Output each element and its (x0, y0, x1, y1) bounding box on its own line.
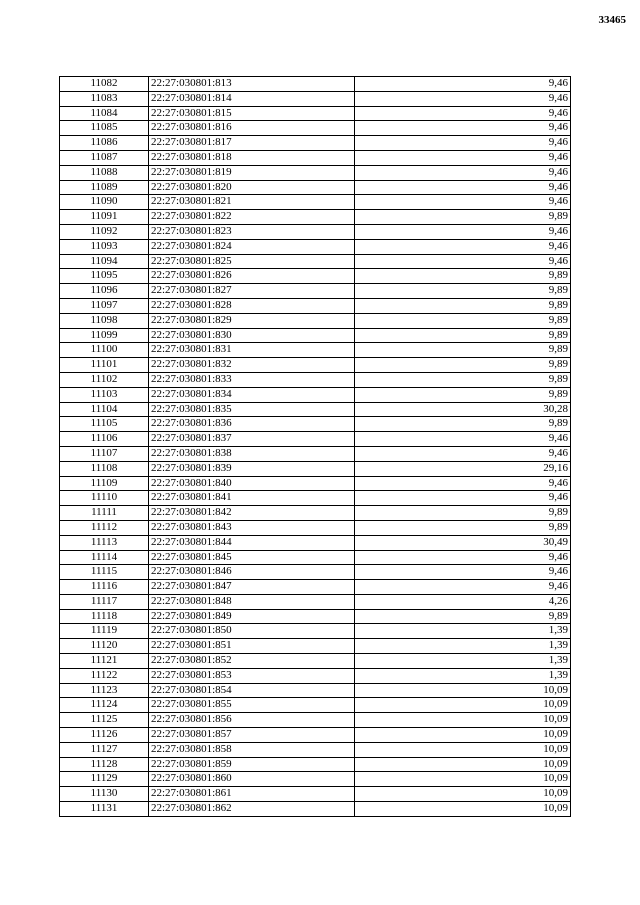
row-number-cell: 11086 (60, 136, 149, 151)
row-number-cell: 11101 (60, 358, 149, 373)
value-cell: 9,89 (355, 520, 571, 535)
row-number-cell: 11099 (60, 328, 149, 343)
cadastral-number-cell: 22:27:030801:849 (149, 609, 355, 624)
row-number-cell: 11087 (60, 150, 149, 165)
row-number-cell: 11119 (60, 624, 149, 639)
row-number-cell: 11090 (60, 195, 149, 210)
row-number-cell: 11112 (60, 520, 149, 535)
value-cell: 9,89 (355, 313, 571, 328)
cadastral-number-cell: 22:27:030801:843 (149, 520, 355, 535)
cadastral-number-cell: 22:27:030801:845 (149, 550, 355, 565)
cadastral-number-cell: 22:27:030801:841 (149, 491, 355, 506)
value-cell: 1,39 (355, 654, 571, 669)
table-row (60, 565, 571, 580)
table-row (60, 210, 571, 225)
cadastral-number-cell: 22:27:030801:848 (149, 594, 355, 609)
cadastral-number-cell: 22:27:030801:829 (149, 313, 355, 328)
value-cell: 9,46 (355, 550, 571, 565)
cadastral-number-cell: 22:27:030801:816 (149, 121, 355, 136)
cadastral-number-cell: 22:27:030801:820 (149, 180, 355, 195)
table-row (60, 387, 571, 402)
cadastral-number-cell: 22:27:030801:855 (149, 698, 355, 713)
row-number-cell: 11116 (60, 580, 149, 595)
row-number-cell: 11084 (60, 106, 149, 121)
value-cell: 29,16 (355, 461, 571, 476)
cadastral-number-cell: 22:27:030801:850 (149, 624, 355, 639)
table-row (60, 239, 571, 254)
table-row (60, 313, 571, 328)
cadastral-number-cell: 22:27:030801:817 (149, 136, 355, 151)
value-cell: 9,89 (355, 609, 571, 624)
row-number-cell: 11083 (60, 91, 149, 106)
value-cell: 10,09 (355, 742, 571, 757)
table-row (60, 121, 571, 136)
cadastral-number-cell: 22:27:030801:853 (149, 668, 355, 683)
cadastral-number-cell: 22:27:030801:828 (149, 298, 355, 313)
table-row (60, 491, 571, 506)
table-row (60, 372, 571, 387)
table-row (60, 728, 571, 743)
value-cell: 9,89 (355, 358, 571, 373)
row-number-cell: 11110 (60, 491, 149, 506)
row-number-cell: 11122 (60, 668, 149, 683)
cadastral-number-cell: 22:27:030801:844 (149, 535, 355, 550)
row-number-cell: 11127 (60, 742, 149, 757)
value-cell: 9,46 (355, 77, 571, 92)
row-number-cell: 11100 (60, 343, 149, 358)
row-number-cell: 11089 (60, 180, 149, 195)
row-number-cell: 11088 (60, 165, 149, 180)
row-number-cell: 11091 (60, 210, 149, 225)
row-number-cell: 11109 (60, 476, 149, 491)
cadastral-number-cell: 22:27:030801:862 (149, 802, 355, 817)
cadastral-number-cell: 22:27:030801:832 (149, 358, 355, 373)
table-row (60, 106, 571, 121)
cadastral-number-cell: 22:27:030801:814 (149, 91, 355, 106)
row-number-cell: 11102 (60, 372, 149, 387)
value-cell: 9,89 (355, 269, 571, 284)
value-cell: 9,46 (355, 150, 571, 165)
table-row (60, 668, 571, 683)
value-cell: 10,09 (355, 728, 571, 743)
row-number-cell: 11117 (60, 594, 149, 609)
cadastral-number-cell: 22:27:030801:835 (149, 402, 355, 417)
cadastral-number-cell: 22:27:030801:854 (149, 683, 355, 698)
cadastral-number-cell: 22:27:030801:819 (149, 165, 355, 180)
cadastral-number-cell: 22:27:030801:838 (149, 446, 355, 461)
cadastral-number-cell: 22:27:030801:815 (149, 106, 355, 121)
value-cell: 9,46 (355, 254, 571, 269)
cadastral-number-cell: 22:27:030801:831 (149, 343, 355, 358)
table-row (60, 550, 571, 565)
cadastral-number-cell: 22:27:030801:852 (149, 654, 355, 669)
row-number-cell: 11131 (60, 802, 149, 817)
value-cell: 9,89 (355, 210, 571, 225)
table-row (60, 180, 571, 195)
table-row (60, 802, 571, 817)
table-row (60, 713, 571, 728)
table-row (60, 506, 571, 521)
value-cell: 10,09 (355, 787, 571, 802)
row-number-cell: 11093 (60, 239, 149, 254)
row-number-cell: 11125 (60, 713, 149, 728)
table-row (60, 224, 571, 239)
value-cell: 9,46 (355, 195, 571, 210)
row-number-cell: 11104 (60, 402, 149, 417)
row-number-cell: 11118 (60, 609, 149, 624)
table-row (60, 742, 571, 757)
value-cell: 30,28 (355, 402, 571, 417)
table-row (60, 91, 571, 106)
cadastral-number-cell: 22:27:030801:822 (149, 210, 355, 225)
table-row (60, 136, 571, 151)
value-cell: 4,26 (355, 594, 571, 609)
row-number-cell: 11095 (60, 269, 149, 284)
table-row (60, 535, 571, 550)
cadastral-number-cell: 22:27:030801:840 (149, 476, 355, 491)
cadastral-number-cell: 22:27:030801:834 (149, 387, 355, 402)
table-row (60, 476, 571, 491)
value-cell: 1,39 (355, 668, 571, 683)
table-row (60, 417, 571, 432)
value-cell: 9,89 (355, 417, 571, 432)
value-cell: 10,09 (355, 757, 571, 772)
table-row (60, 77, 571, 92)
table-row (60, 269, 571, 284)
value-cell: 9,46 (355, 136, 571, 151)
table-row (60, 757, 571, 772)
table-row (60, 358, 571, 373)
row-number-cell: 11106 (60, 432, 149, 447)
page-number: 33465 (598, 14, 626, 26)
table-row (60, 683, 571, 698)
value-cell: 1,39 (355, 624, 571, 639)
cadastral-number-cell: 22:27:030801:823 (149, 224, 355, 239)
cadastral-number-cell: 22:27:030801:827 (149, 284, 355, 299)
value-cell: 9,46 (355, 446, 571, 461)
row-number-cell: 11121 (60, 654, 149, 669)
value-cell: 9,46 (355, 491, 571, 506)
value-cell: 10,09 (355, 772, 571, 787)
table-row (60, 298, 571, 313)
cadastral-number-cell: 22:27:030801:847 (149, 580, 355, 595)
row-number-cell: 11128 (60, 757, 149, 772)
value-cell: 9,46 (355, 580, 571, 595)
table-row (60, 195, 571, 210)
table-row (60, 284, 571, 299)
cadastral-number-cell: 22:27:030801:818 (149, 150, 355, 165)
value-cell: 9,46 (355, 239, 571, 254)
value-cell: 9,46 (355, 165, 571, 180)
table-row (60, 772, 571, 787)
cadastral-number-cell: 22:27:030801:839 (149, 461, 355, 476)
table-row (60, 580, 571, 595)
row-number-cell: 11092 (60, 224, 149, 239)
value-cell: 9,89 (355, 343, 571, 358)
cadastral-table (59, 76, 571, 817)
cadastral-number-cell: 22:27:030801:824 (149, 239, 355, 254)
cadastral-number-cell: 22:27:030801:860 (149, 772, 355, 787)
table-row (60, 624, 571, 639)
table-row (60, 343, 571, 358)
value-cell: 9,46 (355, 121, 571, 136)
value-cell: 9,46 (355, 224, 571, 239)
cadastral-number-cell: 22:27:030801:846 (149, 565, 355, 580)
table-row (60, 520, 571, 535)
value-cell: 30,49 (355, 535, 571, 550)
table-body (60, 77, 571, 817)
value-cell: 9,46 (355, 432, 571, 447)
cadastral-number-cell: 22:27:030801:826 (149, 269, 355, 284)
value-cell: 9,89 (355, 328, 571, 343)
value-cell: 10,09 (355, 683, 571, 698)
row-number-cell: 11123 (60, 683, 149, 698)
value-cell: 9,46 (355, 565, 571, 580)
value-cell: 1,39 (355, 639, 571, 654)
value-cell: 9,46 (355, 180, 571, 195)
table-row (60, 328, 571, 343)
cadastral-number-cell: 22:27:030801:851 (149, 639, 355, 654)
row-number-cell: 11105 (60, 417, 149, 432)
table-row (60, 609, 571, 624)
value-cell: 9,89 (355, 298, 571, 313)
row-number-cell: 11114 (60, 550, 149, 565)
cadastral-number-cell: 22:27:030801:861 (149, 787, 355, 802)
row-number-cell: 11113 (60, 535, 149, 550)
value-cell: 9,89 (355, 284, 571, 299)
value-cell: 9,89 (355, 372, 571, 387)
cadastral-number-cell: 22:27:030801:825 (149, 254, 355, 269)
row-number-cell: 11115 (60, 565, 149, 580)
row-number-cell: 11111 (60, 506, 149, 521)
row-number-cell: 11120 (60, 639, 149, 654)
value-cell: 10,09 (355, 713, 571, 728)
cadastral-number-cell: 22:27:030801:813 (149, 77, 355, 92)
cadastral-number-cell: 22:27:030801:833 (149, 372, 355, 387)
value-cell: 9,46 (355, 476, 571, 491)
table-row (60, 150, 571, 165)
value-cell: 9,89 (355, 387, 571, 402)
cadastral-number-cell: 22:27:030801:858 (149, 742, 355, 757)
value-cell: 9,89 (355, 506, 571, 521)
row-number-cell: 11097 (60, 298, 149, 313)
table-row (60, 654, 571, 669)
cadastral-number-cell: 22:27:030801:830 (149, 328, 355, 343)
row-number-cell: 11124 (60, 698, 149, 713)
table-row (60, 594, 571, 609)
table-row (60, 402, 571, 417)
value-cell: 9,46 (355, 106, 571, 121)
table-row (60, 446, 571, 461)
cadastral-number-cell: 22:27:030801:857 (149, 728, 355, 743)
value-cell: 9,46 (355, 91, 571, 106)
row-number-cell: 11094 (60, 254, 149, 269)
table-row (60, 698, 571, 713)
row-number-cell: 11096 (60, 284, 149, 299)
row-number-cell: 11098 (60, 313, 149, 328)
cadastral-number-cell: 22:27:030801:842 (149, 506, 355, 521)
cadastral-number-cell: 22:27:030801:859 (149, 757, 355, 772)
table-row (60, 165, 571, 180)
row-number-cell: 11108 (60, 461, 149, 476)
row-number-cell: 11103 (60, 387, 149, 402)
row-number-cell: 11082 (60, 77, 149, 92)
row-number-cell: 11126 (60, 728, 149, 743)
value-cell: 10,09 (355, 802, 571, 817)
table-row (60, 639, 571, 654)
row-number-cell: 11085 (60, 121, 149, 136)
row-number-cell: 11107 (60, 446, 149, 461)
row-number-cell: 11130 (60, 787, 149, 802)
table-row (60, 432, 571, 447)
table-row (60, 461, 571, 476)
value-cell: 10,09 (355, 698, 571, 713)
cadastral-number-cell: 22:27:030801:856 (149, 713, 355, 728)
table-row (60, 787, 571, 802)
cadastral-number-cell: 22:27:030801:836 (149, 417, 355, 432)
table-row (60, 254, 571, 269)
row-number-cell: 11129 (60, 772, 149, 787)
cadastral-number-cell: 22:27:030801:821 (149, 195, 355, 210)
cadastral-number-cell: 22:27:030801:837 (149, 432, 355, 447)
